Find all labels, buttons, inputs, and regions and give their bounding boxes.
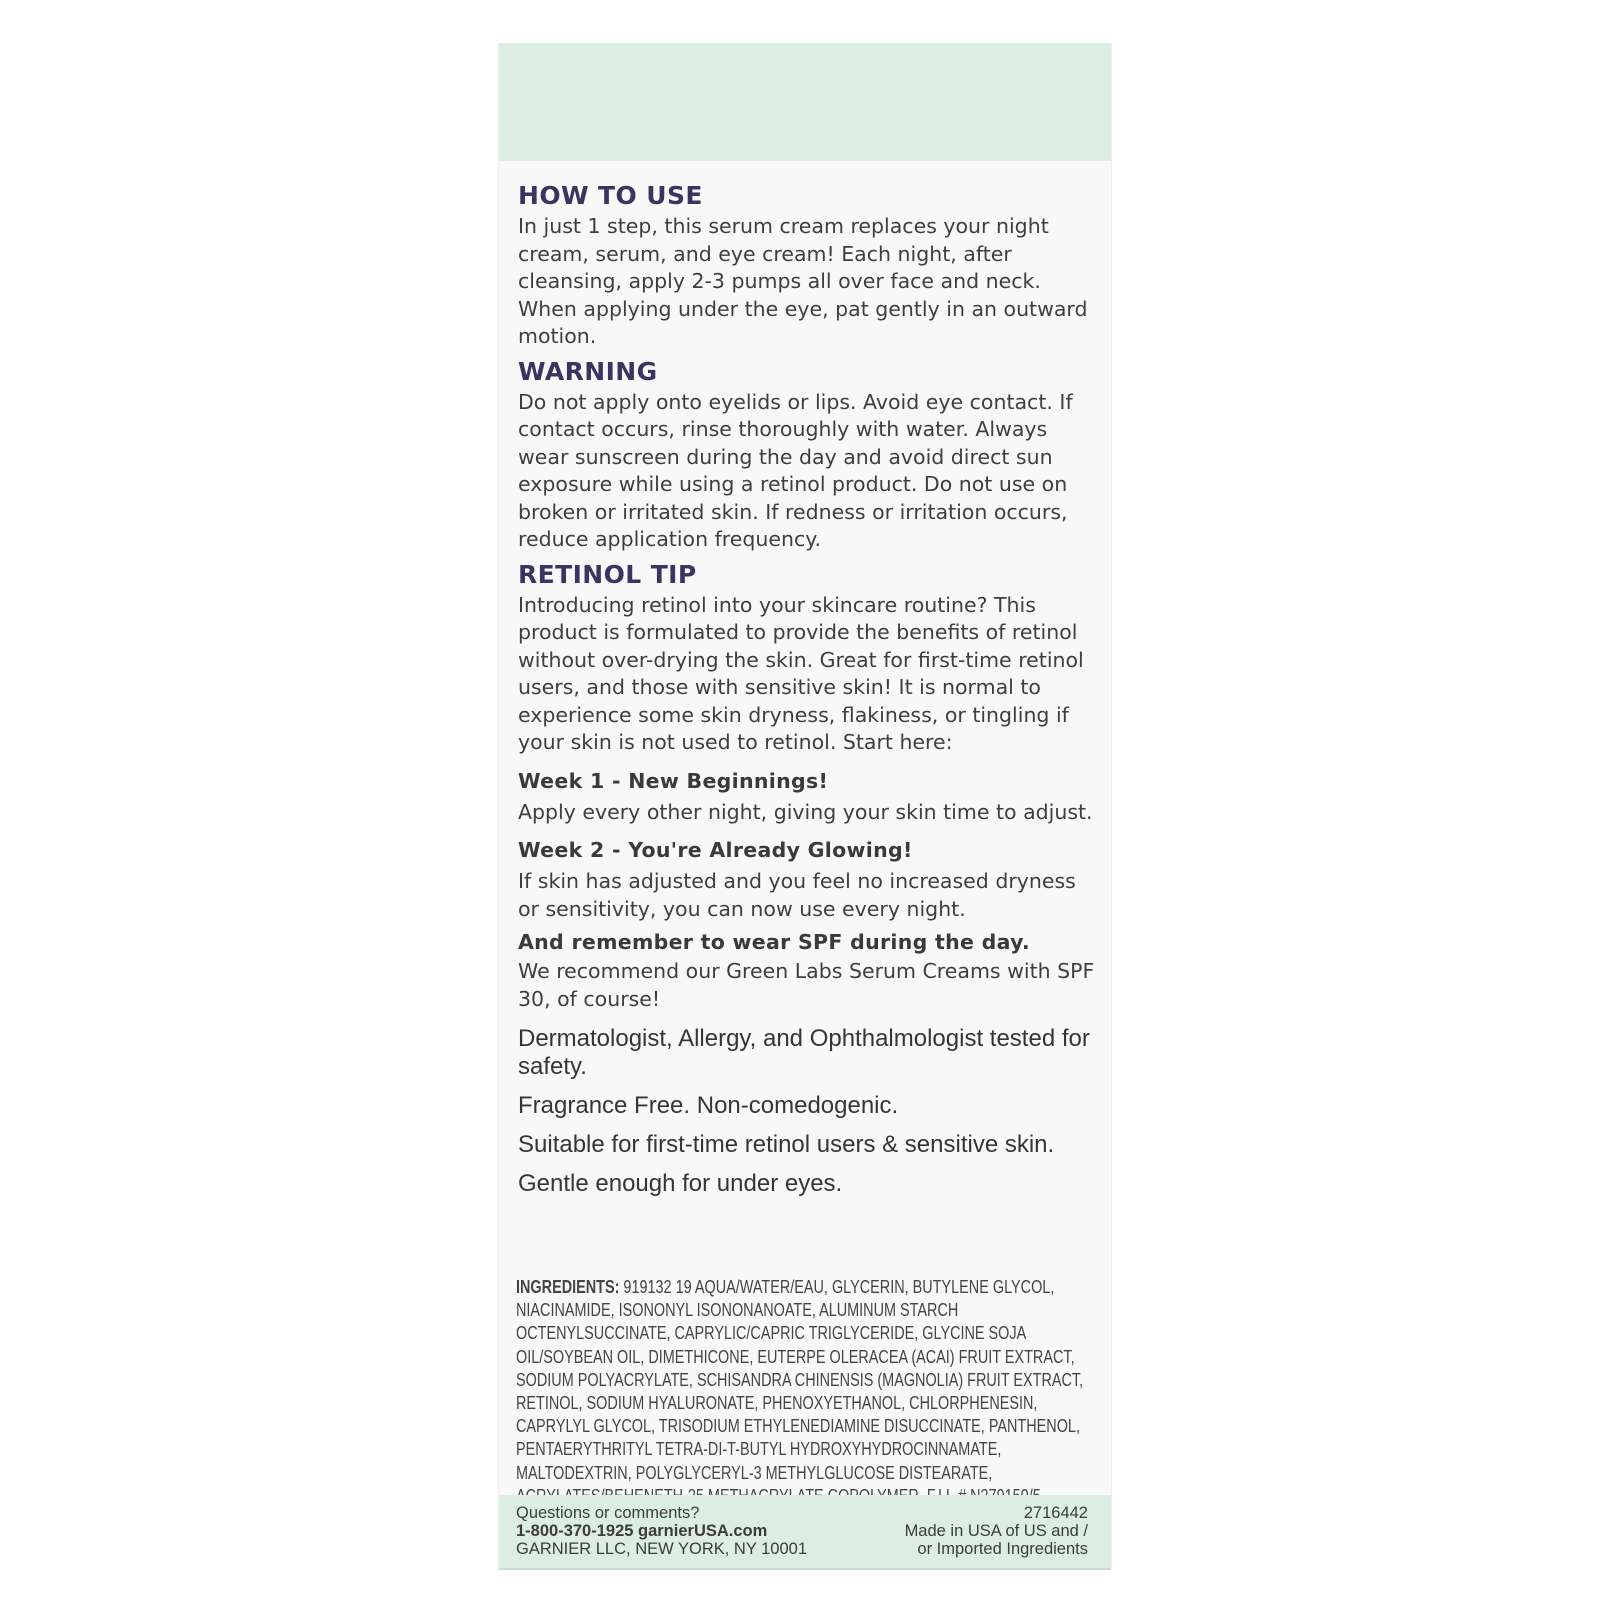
week-1-title: Week 1 - New Beginnings! — [518, 768, 829, 793]
product-label-panel — [498, 43, 1112, 1570]
footer-bottom-line — [499, 1568, 1111, 1570]
spf-reminder-text: We recommend our Green Labs Serum Creams with SPF 30, of course! — [518, 959, 1095, 1011]
claim-tested: Dermatologist, Allergy, and Ophthalmologist tested for safety. — [518, 1025, 1090, 1080]
product-claims — [518, 1025, 1098, 1198]
how-to-use-heading: HOW TO USE — [518, 181, 703, 210]
label-footer — [499, 1495, 1111, 1570]
label-content — [518, 181, 1098, 1209]
made-in-line-2: or Imported Ingredients — [917, 1540, 1088, 1558]
how-to-use-text: In just 1 step, this serum cream replaces your night cream, serum, and eye cream! Each night, after cleansing, apply 2-3 pumps all over face and neck. When applying under the eye, pat gently in an outward motion. — [518, 214, 1088, 348]
ingredients-label: INGREDIENTS: — [516, 1276, 620, 1297]
claim-suitable: Suitable for first-time retinol users & sensitive skin. — [518, 1131, 1055, 1158]
retinol-tip-text: Introducing retinol into your skincare routine? This product is formulated to provide the benefits of retinol without over-drying the skin. Great for first-time retinol users, and those with sensitive skin! It is normal to experience some skin dryness, flakiness, or tingling if your skin is not used to retinol. Start here: — [518, 592, 1084, 754]
contact-info — [516, 1504, 807, 1558]
week-2-title: Week 2 - You're Already Glowing! — [518, 838, 913, 862]
warning-heading: WARNING — [518, 356, 658, 386]
claim-fragrance-free: Fragrance Free. Non-comedogenic. — [518, 1092, 899, 1119]
claim-gentle: Gentle enough for under eyes. — [518, 1170, 843, 1197]
week-1-text: Apply every other night, giving your skin time to adjust. — [518, 799, 1093, 824]
questions-text: Questions or comments? — [516, 1504, 700, 1522]
company-address: GARNIER LLC, NEW YORK, NY 10001 — [516, 1540, 807, 1558]
retinol-tip-heading: RETINOL TIP — [518, 559, 697, 589]
warning-text: Do not apply onto eyelids or lips. Avoid eye contact. If contact occurs, rinse thoroughly with water. Always wear sunscreen during the day and avoid direct sun exposure while using a retinol product. Do not use on broken or irritated skin. If redness or irritation occurs, reduce application frequency. — [518, 389, 1073, 551]
top-color-band — [499, 43, 1111, 161]
made-in-line-1: Made in USA of US and / — [904, 1522, 1088, 1540]
spf-reminder-title: And remember to wear SPF during the day. — [518, 930, 1030, 954]
phone-website: 1-800-370-1925 garnierUSA.com — [516, 1522, 768, 1540]
product-code: 2716442 — [1023, 1504, 1088, 1522]
origin-info — [905, 1504, 1088, 1558]
week-2-text: If skin has adjusted and you feel no increased dryness or sensitivity, you can now use every night. — [518, 869, 1076, 921]
ingredients-list — [516, 1275, 1103, 1507]
ingredients-text: 919132 19 AQUA/WATER/EAU, GLYCERIN, BUTYLENE GLYCOL, NIACINAMIDE, ISONONYL ISONONANOATE, ALUMINUM STARCH OCTENYLSUCCINATE, CAPRYLIC/CAPRIC TRIGLYCERIDE, GLYCINE SOJA OIL/SOYBEAN OIL, DIMETHICONE, EUTERPE OLERACEA (ACAI) FRUIT EXTRACT, SODIUM POLYACRYLATE, SCHISANDRA CHINENSIS (MAGNOLIA) FRUIT EXTRACT, RETINOL, SODIUM HYALURONATE, PHENOXYETHANOL, CHLORPHENESIN, CAPRYLYL GLYCOL, TRISODIUM ETHYLENEDIAMINE DISUCCINATE, PANTHENOL, PENTAERYTHRITYL TETRA-DI-T-BUTYL HYDROXYHYDROCINNAMATE, MALTODEXTRIN, POLYGLYCERYL-3 METHYLGLUCOSE DISTEARATE, — [516, 1276, 1084, 1483]
